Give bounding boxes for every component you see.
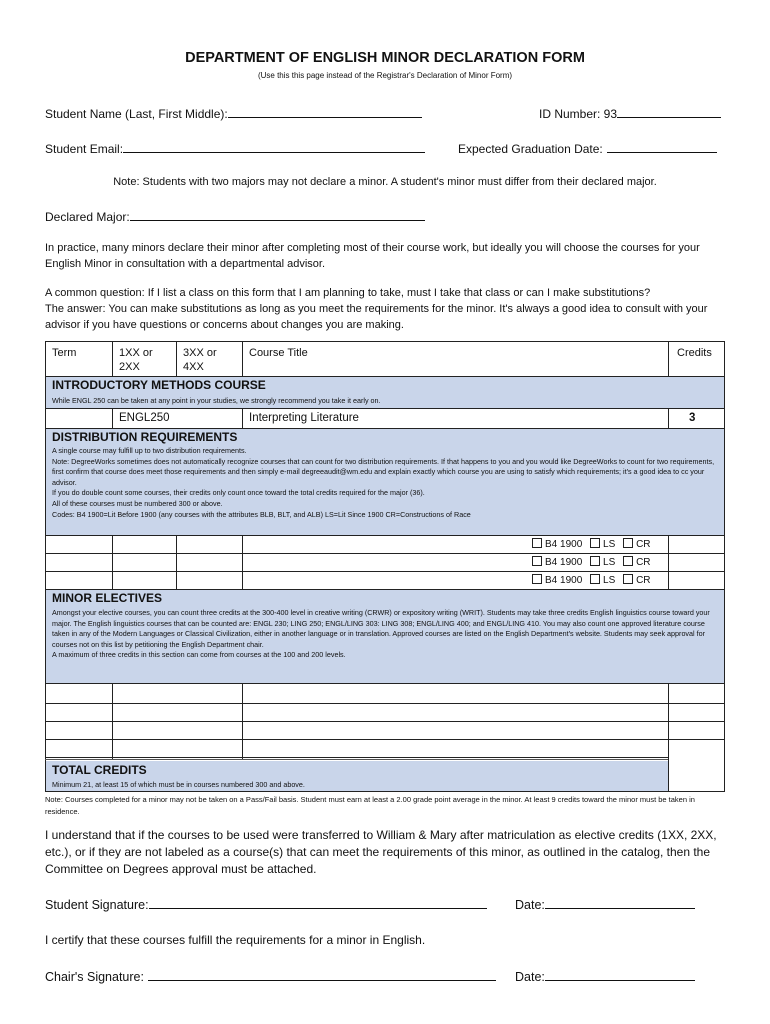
total-credits-title: TOTAL CREDITS [52, 763, 147, 777]
checkbox-cr[interactable] [623, 556, 633, 566]
electives-section-title: MINOR ELECTIVES [52, 591, 163, 605]
chair-date-label: Date: [515, 970, 545, 984]
id-number-row [539, 106, 721, 121]
student-signature-label: Student Signature: [45, 898, 149, 912]
checkbox-cr[interactable] [623, 538, 633, 548]
intro-section-title: INTRODUCTORY METHODS COURSE [52, 378, 266, 392]
header-1xx-2xx: 1XX or 2XX [119, 347, 153, 373]
distribution-note-1: A single course may fulfill up to two distribution requirements. [52, 446, 247, 455]
distribution-note-3: If you do double count some courses, their credits only count once toward the total credits required for the major (36). [52, 488, 425, 498]
id-number-label: ID Number: 93 [539, 107, 618, 121]
student-date-row [515, 897, 695, 912]
student-name-row [45, 106, 422, 121]
form-title: DEPARTMENT OF ENGLISH MINOR DECLARATION FORM [185, 50, 585, 66]
declared-major-row [45, 209, 425, 224]
intro-course-title: Interpreting Literature [249, 412, 359, 424]
chair-signature-field[interactable] [148, 969, 496, 981]
electives-notes [52, 608, 717, 661]
intro-course-credits: 3 [689, 412, 696, 424]
header-term: Term [52, 347, 77, 359]
distribution-note-2: Note: DegreeWorks sometimes does not automatically recognize courses that can count for two distribution requirements. If that happens to you and you would like DegreeWorks to count for two requirements, first confirm that course does meet those requirements and then simply e-mail degreeaudit@wm.edu and explain exactly which course you are using to satisfy which requirements; it's a good idea to cc your advisor. [52, 456, 715, 487]
checkbox-ls[interactable] [590, 538, 600, 548]
chair-date-field[interactable] [545, 969, 695, 981]
chair-date-row [515, 969, 695, 984]
checkbox-ls[interactable] [590, 574, 600, 584]
total-credits-note: Minimum 21, at least 15 of which must be in courses numbered 300 and above. [52, 780, 305, 789]
chair-signature-label: Chair's Signature: [45, 970, 144, 984]
student-email-row [45, 141, 425, 156]
question-paragraph: A common question: If I list a class on this form that I am planning to take, must I take that class or can I make substitutions? [45, 287, 651, 299]
grad-date-field[interactable] [607, 141, 717, 153]
distribution-row-3-checkboxes: B4 1900 LS CR [532, 574, 656, 586]
header-credits: Credits [677, 347, 712, 359]
distribution-section-title: DISTRIBUTION REQUIREMENTS [52, 430, 238, 444]
student-date-label: Date: [515, 898, 545, 912]
practice-paragraph: In practice, many minors declare their minor after completing most of their course work, but ideally you will choose the courses for your English Minor in consultation with a departmental advisor. [45, 242, 700, 270]
checkbox-b4-1900[interactable] [532, 538, 542, 548]
intro-section-note: While ENGL 250 can be taken at any point in your studies, we strongly recommend you take it early on. [52, 396, 381, 405]
header-course-title: Course Title [249, 347, 308, 359]
checkbox-cr[interactable] [623, 574, 633, 584]
declared-major-label: Declared Major: [45, 210, 130, 224]
id-number-field[interactable] [617, 106, 721, 118]
distribution-note-5: Codes: B4 1900=Lit Before 1900 (any courses with the attributes BLB, BLT, and ALB) LS=Lit Since 1900 CR=Constructions of Race [52, 509, 471, 519]
course-table [45, 341, 725, 792]
header-3xx-4xx: 3XX or 4XX [183, 347, 217, 373]
electives-note-1: Amongst your elective courses, you can count three credits at the 300-400 level in creative writing (CRWR) or expository writing (WRIT). Students may take three credits English linguistics course toward your major. The English linguistics courses that can be counted are: ENGL 230; LING 250; ENGL/LING 303: LING 308; ENGL/LING 400; and ENGL/LING 410. You may also count one approved literature course taken in any of the Modern Languages or Classical Civilization, either in another language or in translation. Approved courses are listed on the English Department's website. Students may seek approval for courses not on this list by petitioning the English Department chair. [52, 608, 710, 649]
grad-date-label: Expected Graduation Date: [458, 142, 603, 156]
chair-signature-row [45, 969, 496, 984]
student-email-field[interactable] [123, 141, 425, 153]
understand-paragraph: I understand that if the courses to be used were transferred to William & Mary after matriculation as elective credits (1XX, 2XX, etc.), or if they are not labeled as a course(s) that can meet the requirements of this minor, as outlined in the catalog, then the Committee on Degrees approval must be attached. [45, 828, 717, 876]
answer-paragraph: The answer: You can make substitutions as long as you meet the requirements for the minor. It's always a good idea to consult with your advisor if you have questions or concerns about changes you are making. [45, 303, 708, 331]
checkbox-ls[interactable] [590, 556, 600, 566]
grad-date-row [458, 141, 717, 156]
total-credits-field[interactable] [669, 761, 724, 791]
distribution-row-1-checkboxes: B4 1900 LS CR [532, 538, 656, 550]
majors-note: Note: Students with two majors may not declare a minor. A student's minor must differ from their declared major. [113, 176, 657, 188]
student-email-label: Student Email: [45, 142, 124, 156]
student-signature-row [45, 897, 487, 912]
student-signature-field[interactable] [149, 897, 487, 909]
form-subtitle: (Use this this page instead of the Registrar's Declaration of Minor Form) [257, 71, 513, 80]
student-name-label: Student Name (Last, First Middle): [45, 107, 228, 121]
distribution-notes [52, 446, 717, 520]
declared-major-field[interactable] [130, 209, 425, 221]
student-name-field[interactable] [228, 106, 422, 118]
intro-course-code: ENGL250 [119, 412, 170, 424]
footnote: Note: Courses completed for a minor may not be taken on a Pass/Fail basis. Student must earn at least a 2.00 grade point average in the minor. At least 9 credits toward the minor must be taken in residence. [45, 795, 695, 816]
checkbox-b4-1900[interactable] [532, 556, 542, 566]
distribution-note-4: All of these courses must be numbered 300 or above. [52, 498, 223, 508]
certify-statement: I certify that these courses fulfill the requirements for a minor in English. [45, 933, 426, 947]
student-date-field[interactable] [545, 897, 695, 909]
checkbox-b4-1900[interactable] [532, 574, 542, 584]
distribution-row-2-checkboxes: B4 1900 LS CR [532, 556, 656, 568]
electives-note-2: A maximum of three credits in this section can come from courses at the 100 and 200 levels. [52, 650, 346, 660]
